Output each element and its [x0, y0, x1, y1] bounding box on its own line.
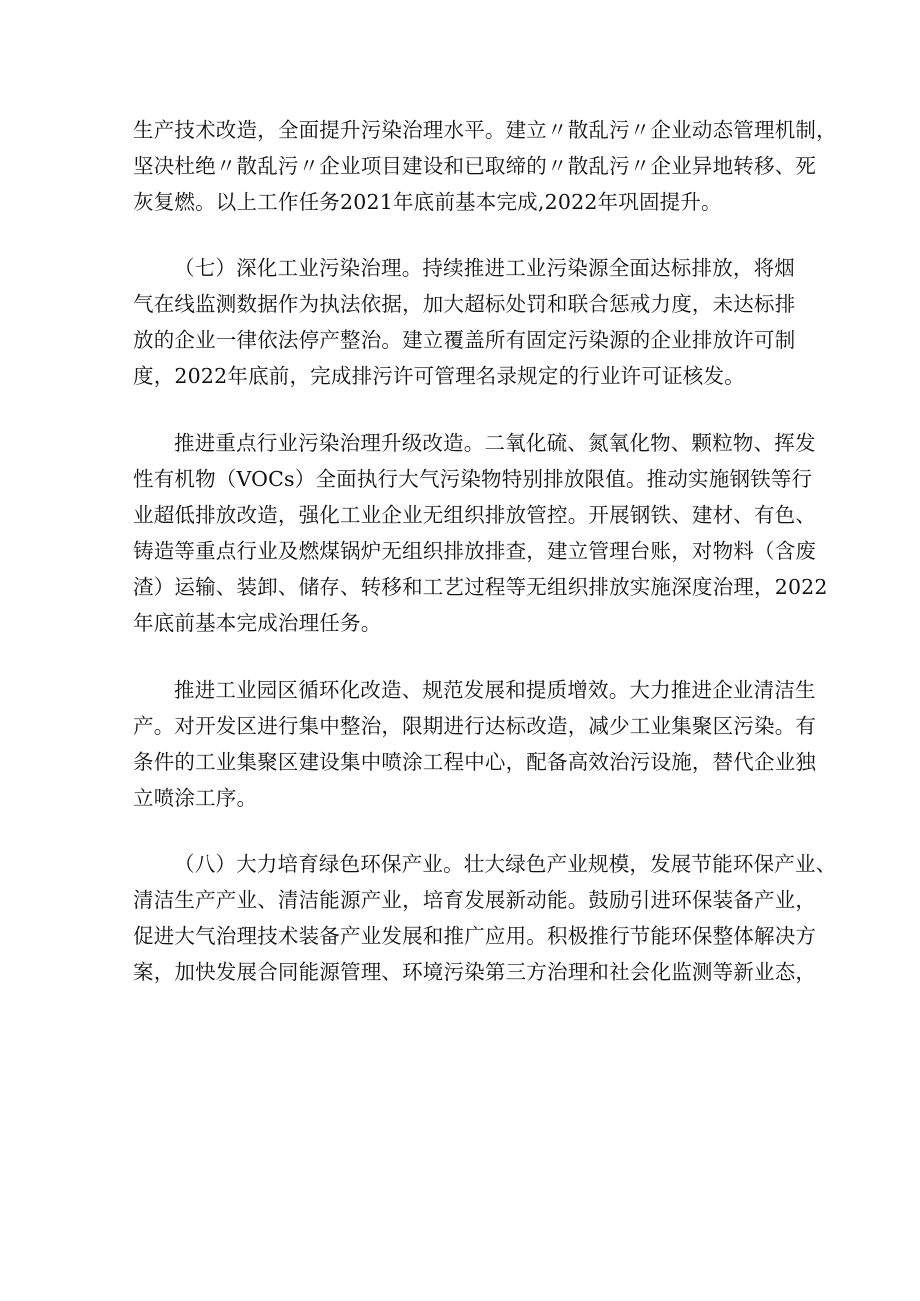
- text-line: 生产技术改造，全面提升污染治理水平。建立〃散乱污〃企业动态管理机制，: [133, 118, 837, 142]
- text-line: 产。对开发区进行集中整治，限期进行达标改造，减少工业集聚区污染。有: [133, 714, 817, 738]
- text-line: 立喷涂工序。: [133, 786, 258, 810]
- paragraph-key-industries: [133, 425, 828, 641]
- text-line: 推进重点行业污染治理升级改造。二氧化硫、氮氧化物、颗粒物、挥发: [174, 431, 816, 455]
- text-line: 推进工业园区循环化改造、规范发展和提质增效。大力推进企业清洁生: [174, 678, 816, 702]
- text-line: 案，加快发展合同能源管理、环境污染第三方治理和社会化监测等新业态，: [133, 960, 817, 984]
- text-line: 性有机物（VOCs）全面执行大气污染物特别排放限值。推动实施钢铁等行: [133, 467, 813, 491]
- text-line: 条件的工业集聚区建设集中喷涂工程中心，配备高效治污设施，替代企业独: [133, 750, 817, 774]
- text-line: 铸造等重点行业及燃煤锅炉无组织排放排查，建立管理台账，对物料（含废: [133, 539, 817, 563]
- text-line: 清洁生产产业、清洁能源产业，培育发展新动能。鼓励引进环保装备产业，: [133, 888, 817, 912]
- text-line: 促进大气治理技术装备产业发展和推广应用。积极推行节能环保整体解决方: [133, 924, 817, 948]
- document-page: [133, 112, 837, 990]
- text-line: 气在线监测数据作为执法依据，加大超标处罚和联合惩戒力度，未达标排: [133, 292, 796, 316]
- paragraph-section-seven: [133, 250, 805, 394]
- text-line: 业超低排放改造，强化工业企业无组织排放管控。开展钢铁、建材、有色、: [133, 503, 817, 527]
- text-line: 放的企业一律依法停产整治。建立覆盖所有固定污染源的企业排放许可制: [133, 328, 796, 352]
- text-line: （八）大力培育绿色环保产业。壮大绿色产业规模，发展节能环保产业、: [174, 852, 837, 876]
- text-line: 年底前基本完成治理任务。: [133, 611, 382, 635]
- text-line: 坚决杜绝〃散乱污〃企业项目建设和已取缔的〃散乱污〃企业异地转移、死: [133, 154, 817, 178]
- text-line: 度，2022年底前，完成排污许可管理名录规定的行业许可证核发。: [133, 364, 745, 388]
- text-line: 灰复燃。以上工作任务2021年底前基本完成,2022年巩固提升。: [133, 190, 722, 214]
- text-line: 渣）运输、装卸、储存、转移和工艺过程等无组织排放实施深度治理，2022: [133, 575, 828, 599]
- paragraph-section-eight: [133, 846, 837, 990]
- text-line: （七）深化工业污染治理。持续推进工业污染源全面达标排放，将烟: [174, 256, 795, 280]
- paragraph-industrial-parks: [133, 672, 817, 816]
- paragraph-continuation: [133, 112, 837, 220]
